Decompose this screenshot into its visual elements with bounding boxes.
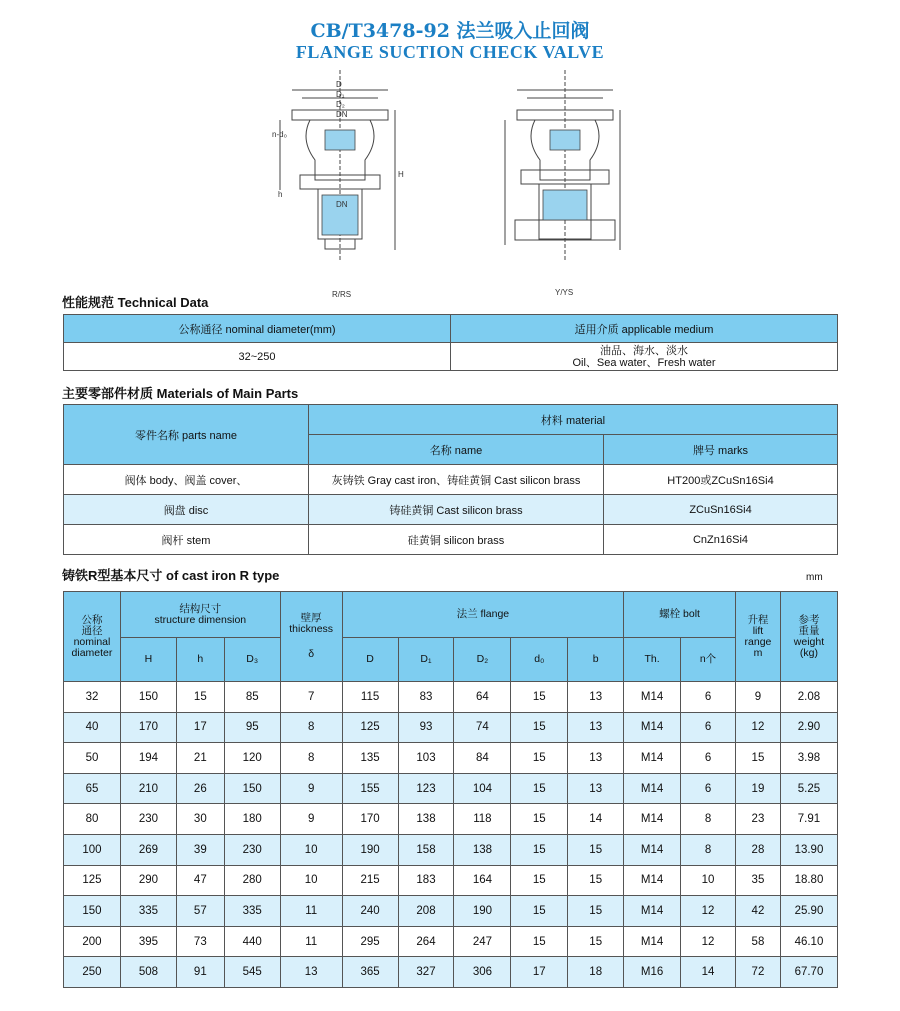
cell-d0: 15	[511, 773, 568, 804]
cell-h: 26	[176, 773, 224, 804]
cell-h: 30	[176, 804, 224, 835]
lift-range-header: 升程 lift range m	[735, 592, 780, 682]
cell-th: M14	[624, 773, 681, 804]
cell-n: 12	[681, 926, 736, 957]
nominal-diameter-header: 公称通径 nominal diameter(mm)	[64, 315, 451, 343]
cell-thickness: 8	[280, 743, 342, 774]
cell-n: 12	[681, 896, 736, 927]
cell-D: 125	[342, 712, 398, 743]
cell-D1: 208	[398, 896, 454, 927]
cell-D1: 183	[398, 865, 454, 896]
cell-D1: 123	[398, 773, 454, 804]
cell-lift: 42	[735, 896, 780, 927]
medium-line-en: Oil、Sea water、Fresh water	[572, 356, 716, 369]
materials-title: 主要零部件材质 Materials of Main Parts	[62, 386, 299, 401]
cell-th: M16	[624, 957, 681, 988]
table-row	[64, 682, 838, 713]
cell-D2: 64	[454, 682, 511, 713]
cell-b: 13	[568, 682, 624, 713]
cell-b: 13	[568, 743, 624, 774]
table-row	[64, 957, 838, 988]
cell-h: 21	[176, 743, 224, 774]
cell-h: 39	[176, 834, 224, 865]
sub-header-d0: d₀	[511, 638, 568, 682]
cell-h: 91	[176, 957, 224, 988]
dim-label-n-d0: n-d₀	[272, 130, 287, 139]
cell-D2: 104	[454, 773, 511, 804]
cell-D: 170	[342, 804, 398, 835]
dim-label-h-upper: H	[398, 170, 404, 179]
cell-lift: 9	[735, 682, 780, 713]
cell-d0: 17	[511, 957, 568, 988]
cell-nominal: 40	[64, 712, 121, 743]
cell-D3: 85	[224, 682, 280, 713]
cell-H: 170	[120, 712, 176, 743]
cell-D2: 84	[454, 743, 511, 774]
cell-D1: 138	[398, 804, 454, 835]
valve-drawing-y	[495, 70, 635, 260]
thickness-header: 壁厚 thickness δ	[280, 592, 342, 682]
material-marks-cell: ZCuSn16Si4	[604, 495, 838, 525]
cell-D: 295	[342, 926, 398, 957]
cell-nominal: 65	[64, 773, 121, 804]
cell-D3: 230	[224, 834, 280, 865]
cell-weight: 2.90	[780, 712, 837, 743]
cell-n: 6	[681, 773, 736, 804]
material-name-cell: 硅黄铜 silicon brass	[309, 525, 604, 555]
dim-label-d1: D₁	[336, 90, 345, 99]
cell-lift: 35	[735, 865, 780, 896]
part-cell: 阀体 body、阀盖 cover、	[64, 465, 309, 495]
cell-D3: 120	[224, 743, 280, 774]
cell-H: 269	[120, 834, 176, 865]
cell-th: M14	[624, 743, 681, 774]
cell-thickness: 13	[280, 957, 342, 988]
cell-d0: 15	[511, 896, 568, 927]
bolt-header: 螺栓 bolt	[624, 592, 736, 638]
cell-nominal: 80	[64, 804, 121, 835]
applicable-medium-value	[451, 343, 838, 371]
cell-b: 15	[568, 834, 624, 865]
cell-D1: 83	[398, 682, 454, 713]
cell-th: M14	[624, 804, 681, 835]
cell-nominal: 250	[64, 957, 121, 988]
cell-weight: 18.80	[780, 865, 837, 896]
cell-n: 8	[681, 834, 736, 865]
cell-d0: 15	[511, 712, 568, 743]
sub-header-D2: D₂	[454, 638, 511, 682]
cell-D2: 74	[454, 712, 511, 743]
unit-label: mm	[806, 572, 823, 583]
cell-D3: 280	[224, 865, 280, 896]
cell-th: M14	[624, 896, 681, 927]
cell-b: 13	[568, 773, 624, 804]
cell-b: 15	[568, 896, 624, 927]
cell-nominal: 100	[64, 834, 121, 865]
cell-D1: 327	[398, 957, 454, 988]
nominal-diameter-col-header: 公称 通径 nominal diameter	[64, 592, 121, 682]
table-row	[64, 712, 838, 743]
cell-thickness: 11	[280, 896, 342, 927]
cell-H: 194	[120, 743, 176, 774]
table-row	[64, 896, 838, 927]
cell-h: 57	[176, 896, 224, 927]
cell-b: 15	[568, 865, 624, 896]
material-header: 材料 material	[309, 405, 838, 435]
dim-label-dn-bottom: DN	[336, 200, 348, 209]
table-row	[64, 865, 838, 896]
cell-D: 115	[342, 682, 398, 713]
cell-D2: 306	[454, 957, 511, 988]
sub-header-b: b	[568, 638, 624, 682]
technical-data-title: 性能规范 Technical Data	[62, 295, 209, 310]
cell-D3: 335	[224, 896, 280, 927]
cell-b: 15	[568, 926, 624, 957]
dimensions-title: 铸铁R型基本尺寸 of cast iron R type	[62, 568, 280, 583]
cell-lift: 58	[735, 926, 780, 957]
cell-H: 290	[120, 865, 176, 896]
cell-lift: 19	[735, 773, 780, 804]
flange-header: 法兰 flange	[342, 592, 624, 638]
cell-n: 8	[681, 804, 736, 835]
weight-header: 参考 重量 weight (kg)	[780, 592, 837, 682]
sub-header-D1: D₁	[398, 638, 454, 682]
cell-h: 17	[176, 712, 224, 743]
cell-n: 14	[681, 957, 736, 988]
cell-d0: 15	[511, 865, 568, 896]
cell-weight: 2.08	[780, 682, 837, 713]
material-name-cell: 铸硅黄铜 Cast silicon brass	[309, 495, 604, 525]
medium-line-cn: 油品、海水、淡水	[600, 344, 688, 357]
cell-D2: 118	[454, 804, 511, 835]
dim-label-h-lower: h	[278, 190, 283, 199]
cell-H: 335	[120, 896, 176, 927]
cell-D3: 150	[224, 773, 280, 804]
table-row	[64, 743, 838, 774]
cell-weight: 67.70	[780, 957, 837, 988]
sub-header-D3: D₃	[224, 638, 280, 682]
cell-D2: 247	[454, 926, 511, 957]
cell-lift: 28	[735, 834, 780, 865]
cell-D3: 180	[224, 804, 280, 835]
cell-nominal: 150	[64, 896, 121, 927]
cell-thickness: 7	[280, 682, 342, 713]
cell-H: 395	[120, 926, 176, 957]
cell-D: 365	[342, 957, 398, 988]
material-name-header: 名称 name	[309, 435, 604, 465]
material-marks-cell: CnZn16Si4	[604, 525, 838, 555]
material-name-cell: 灰铸铁 Gray cast iron、铸硅黄铜 Cast silicon brass	[309, 465, 604, 495]
cell-lift: 15	[735, 743, 780, 774]
material-marks-header: 牌号 marks	[604, 435, 838, 465]
cell-th: M14	[624, 865, 681, 896]
cell-weight: 13.90	[780, 834, 837, 865]
cell-H: 230	[120, 804, 176, 835]
cell-D2: 164	[454, 865, 511, 896]
cell-H: 150	[120, 682, 176, 713]
dim-label-d: D	[336, 80, 342, 89]
page-title-cn: CB/T3478-92 法兰吸入止回阀	[310, 20, 590, 42]
cell-lift: 23	[735, 804, 780, 835]
cell-d0: 15	[511, 804, 568, 835]
cell-th: M14	[624, 682, 681, 713]
dim-label-d2: D₂	[336, 100, 345, 109]
table-row	[64, 834, 838, 865]
cell-h: 47	[176, 865, 224, 896]
cell-h: 73	[176, 926, 224, 957]
cell-nominal: 50	[64, 743, 121, 774]
cell-nominal: 32	[64, 682, 121, 713]
cell-D1: 93	[398, 712, 454, 743]
cell-D: 155	[342, 773, 398, 804]
dimensions-body	[64, 682, 838, 988]
material-marks-cell: HT200或ZCuSn16Si4	[604, 465, 838, 495]
cell-lift: 72	[735, 957, 780, 988]
cell-D: 135	[342, 743, 398, 774]
cell-h: 15	[176, 682, 224, 713]
cell-d0: 15	[511, 834, 568, 865]
sub-header-h: h	[176, 638, 224, 682]
cell-n: 6	[681, 712, 736, 743]
dimensions-table	[63, 591, 838, 988]
cell-b: 14	[568, 804, 624, 835]
cell-n: 6	[681, 743, 736, 774]
cell-thickness: 9	[280, 804, 342, 835]
cell-D1: 103	[398, 743, 454, 774]
sub-header-D: D	[342, 638, 398, 682]
cell-D3: 95	[224, 712, 280, 743]
cell-th: M14	[624, 834, 681, 865]
cell-weight: 46.10	[780, 926, 837, 957]
drawing-caption-y: Y/YS	[555, 288, 574, 297]
cell-lift: 12	[735, 712, 780, 743]
cell-D: 215	[342, 865, 398, 896]
cell-thickness: 10	[280, 834, 342, 865]
cell-D3: 545	[224, 957, 280, 988]
cell-weight: 25.90	[780, 896, 837, 927]
cell-D1: 264	[398, 926, 454, 957]
sub-header-H: H	[120, 638, 176, 682]
table-row	[64, 465, 838, 495]
cell-weight: 5.25	[780, 773, 837, 804]
part-cell: 阀杆 stem	[64, 525, 309, 555]
cell-D: 190	[342, 834, 398, 865]
cell-D: 240	[342, 896, 398, 927]
cell-H: 210	[120, 773, 176, 804]
cell-thickness: 10	[280, 865, 342, 896]
cell-d0: 15	[511, 682, 568, 713]
cell-th: M14	[624, 926, 681, 957]
part-cell: 阀盘 disc	[64, 495, 309, 525]
cell-d0: 15	[511, 743, 568, 774]
technical-data-table	[63, 314, 838, 371]
cell-nominal: 125	[64, 865, 121, 896]
cell-D2: 138	[454, 834, 511, 865]
cell-D3: 440	[224, 926, 280, 957]
part-name-header: 零件名称 parts name	[64, 405, 309, 465]
cell-D2: 190	[454, 896, 511, 927]
dim-label-dn: DN	[336, 110, 348, 119]
sub-header-n: n个	[681, 638, 736, 682]
drawing-caption-r: R/RS	[332, 290, 352, 299]
table-row	[64, 525, 838, 555]
cell-b: 13	[568, 712, 624, 743]
cell-H: 508	[120, 957, 176, 988]
structure-dimension-header: 结构尺寸 structure dimension	[120, 592, 280, 638]
table-row	[64, 495, 838, 525]
nominal-diameter-value: 32~250	[64, 343, 451, 371]
cell-b: 18	[568, 957, 624, 988]
cell-thickness: 8	[280, 712, 342, 743]
applicable-medium-header: 适用介质 applicable medium	[451, 315, 838, 343]
sub-header-th: Th.	[624, 638, 681, 682]
table-row	[64, 804, 838, 835]
cell-weight: 3.98	[780, 743, 837, 774]
cell-thickness: 9	[280, 773, 342, 804]
table-row	[64, 926, 838, 957]
cell-nominal: 200	[64, 926, 121, 957]
cell-thickness: 11	[280, 926, 342, 957]
cell-th: M14	[624, 712, 681, 743]
cell-weight: 7.91	[780, 804, 837, 835]
materials-table	[63, 404, 838, 555]
cell-D1: 158	[398, 834, 454, 865]
page-title-en: FLANGE SUCTION CHECK VALVE	[295, 42, 605, 62]
cell-n: 6	[681, 682, 736, 713]
cell-d0: 15	[511, 926, 568, 957]
cell-n: 10	[681, 865, 736, 896]
table-row	[64, 773, 838, 804]
